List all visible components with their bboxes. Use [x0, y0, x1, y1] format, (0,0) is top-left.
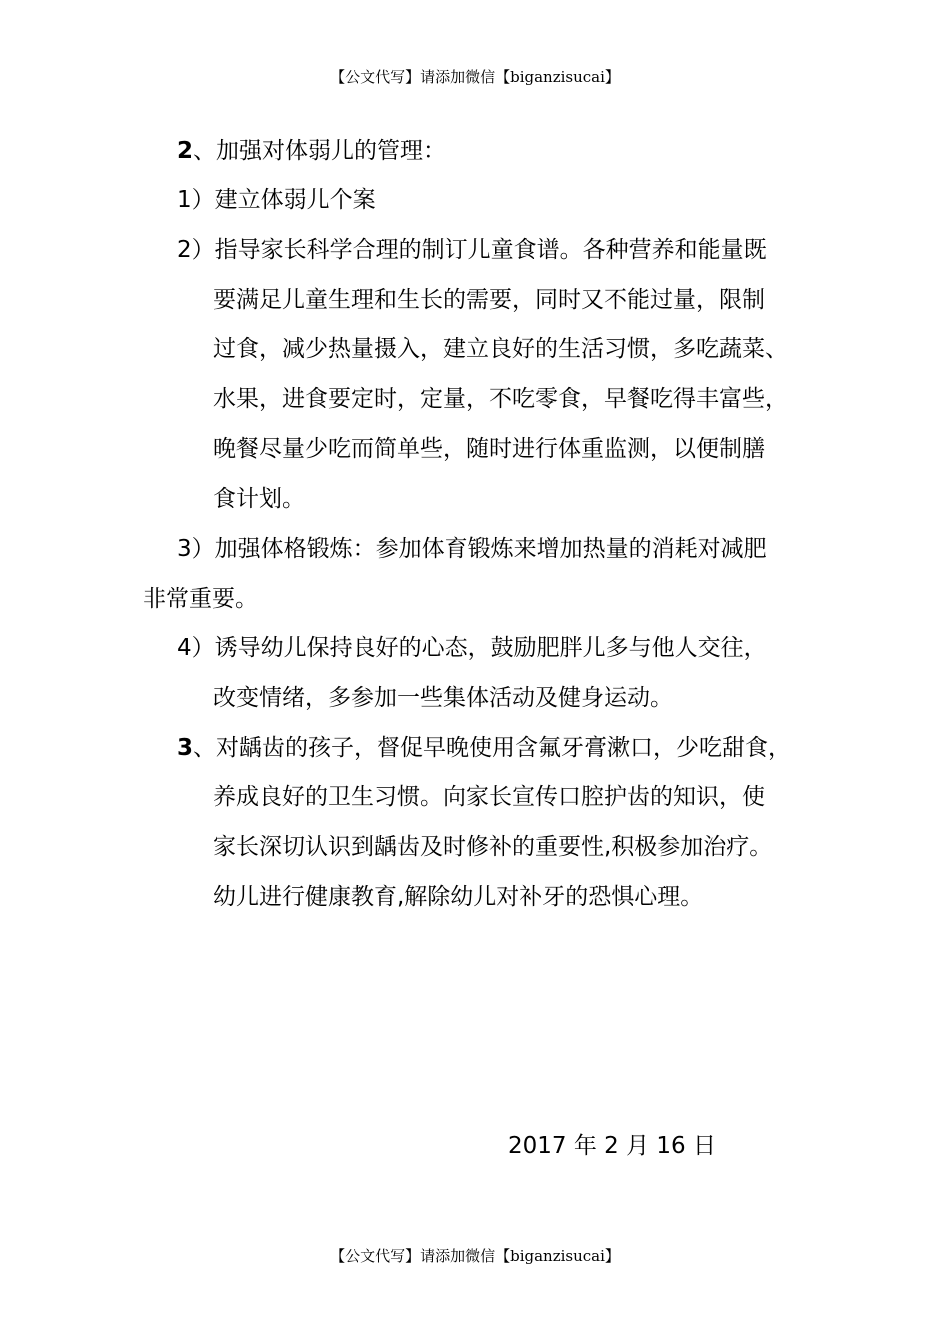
- section-2-item-4-line: 改变情绪，多参加一些集体活动及健身运动。: [213, 685, 673, 711]
- section-3-number: 3: [177, 735, 194, 761]
- section-2-number: 2: [177, 138, 194, 164]
- section-2-item-2-line: 食计划。: [213, 486, 305, 512]
- section-3-line: 养成良好的卫生习惯。向家长宣传口腔护齿的知识，使: [213, 784, 765, 810]
- section-3-line: [177, 733, 791, 763]
- section-2-item-3-line: 非常重要。: [143, 586, 258, 612]
- section-2-item-3-line: 3）加强体格锻炼：参加体育锻炼来增加热量的消耗对减肥: [177, 536, 767, 562]
- section-2-item-2-line: 过食，减少热量摄入，建立良好的生活习惯，多吃蔬菜、: [213, 336, 788, 362]
- section-2-item-1: 1）建立体弱儿个案: [177, 187, 376, 213]
- section-3-line: 家长深切认识到龋齿及时修补的重要性,积极参加治疗。: [213, 834, 773, 860]
- document-date: 2017 年 2 月 16 日: [508, 1133, 716, 1159]
- section-3-text: 、对龋齿的孩子，督促早晚使用含氟牙膏漱口，少吃甜食，: [193, 735, 792, 761]
- section-2-heading: [177, 136, 446, 166]
- section-2-item-2-line: 2）指导家长科学合理的制订儿童食谱。各种营养和能量既: [177, 237, 767, 263]
- section-2-item-4-line: 4）诱导幼儿保持良好的心态，鼓励肥胖儿多与他人交往，: [177, 635, 767, 661]
- section-3-line: 幼儿进行健康教育,解除幼儿对补牙的恐惧心理。: [213, 884, 704, 910]
- section-2-title: 、加强对体弱儿的管理：: [193, 138, 447, 164]
- page-footer: 【公文代写】请添加微信【biganzisucai】: [330, 1247, 620, 1265]
- page-header: 【公文代写】请添加微信【biganzisucai】: [330, 68, 620, 86]
- section-2-item-2-line: 水果，进食要定时，定量，不吃零食，早餐吃得丰富些，: [213, 386, 788, 412]
- section-2-item-2-line: 晚餐尽量少吃而简单些，随时进行体重监测，以便制膳: [213, 436, 765, 462]
- section-2-item-2-line: 要满足儿童生理和生长的需要，同时又不能过量，限制: [213, 287, 765, 313]
